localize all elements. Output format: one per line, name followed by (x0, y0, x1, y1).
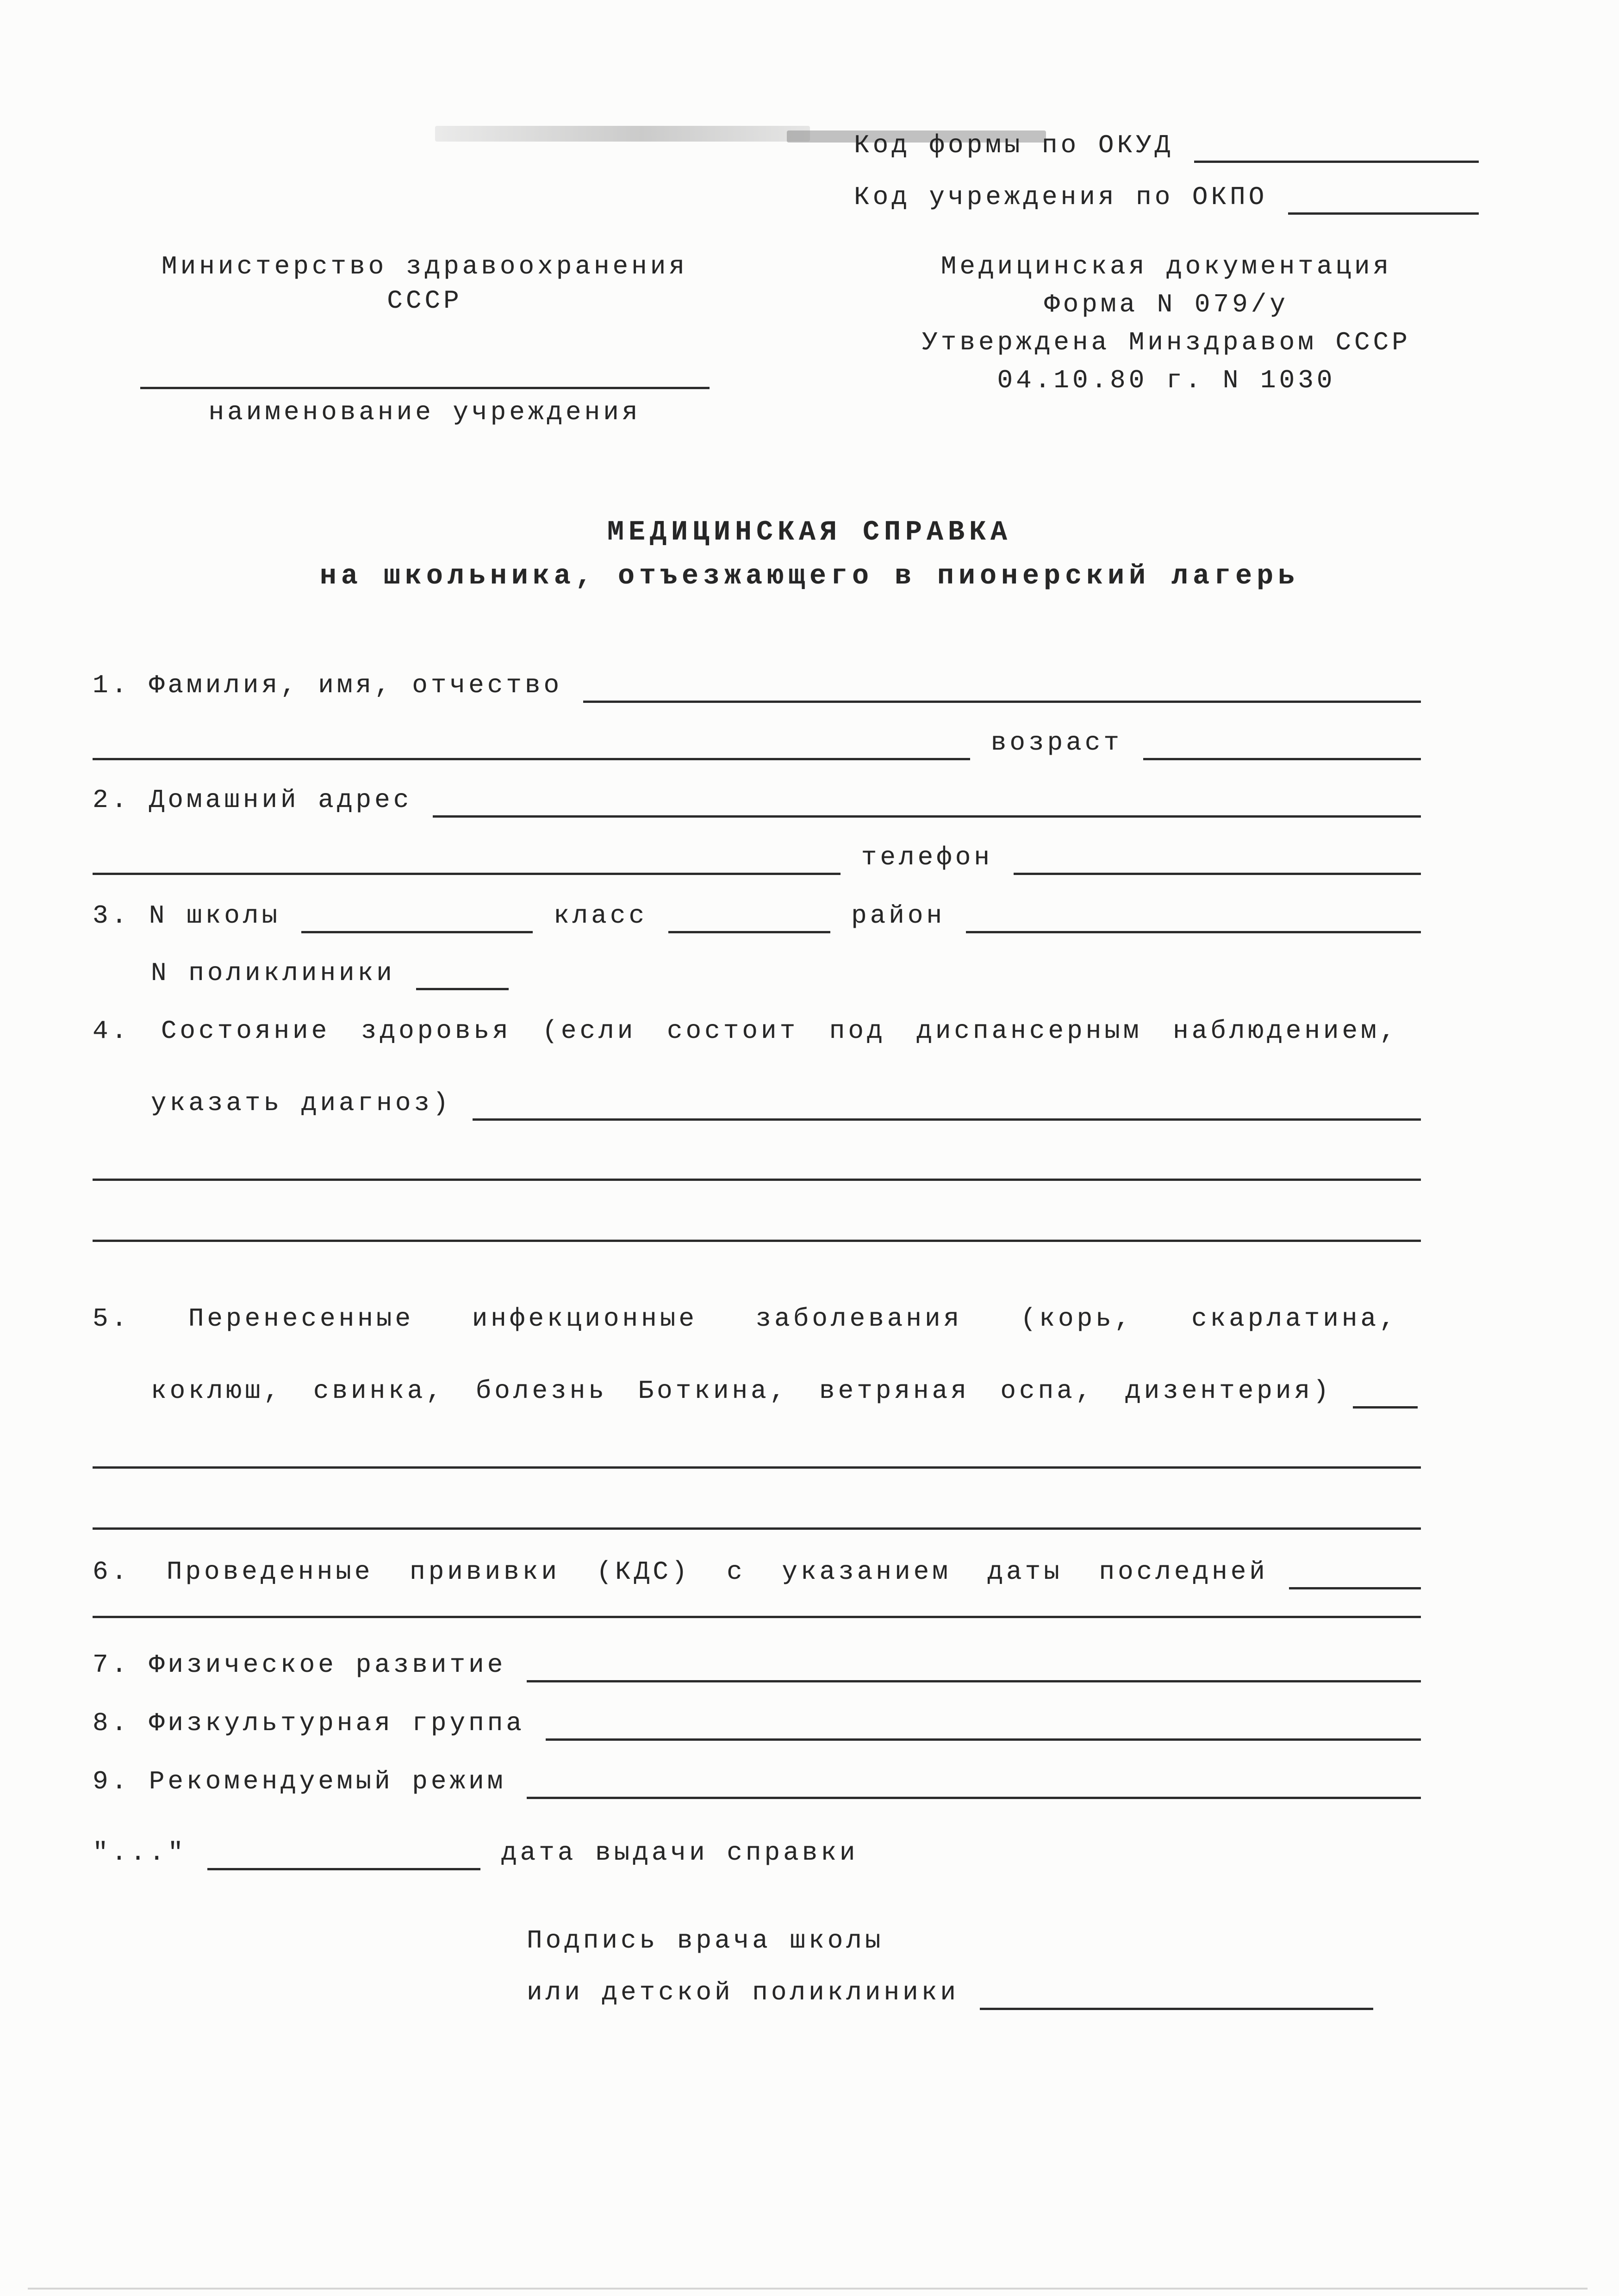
okpo-label: Код учреждения по ОКПО (854, 182, 1268, 212)
ministry-block (109, 250, 741, 430)
infections-blank-line (1353, 1401, 1418, 1409)
form-title-line2: на школьника, отъезжающего в пионерский лагерь (319, 561, 1300, 593)
issue-date-row (93, 1836, 1421, 1870)
school-blank-line (301, 925, 533, 933)
physical-label: 7. Физическое развитие (93, 1650, 506, 1680)
doc-info-line3: Утверждена Минздравом СССР (922, 327, 1411, 357)
infections-row-1 (93, 1302, 1421, 1336)
address-label: 2. Домашний адрес (93, 785, 412, 815)
doc-info-line1: Медицинская документация (940, 252, 1392, 281)
infections-extra-blank-row-1 (93, 1463, 1421, 1469)
pe-group-row (93, 1706, 1421, 1741)
clinic-row (93, 956, 1421, 991)
health-extra-blank-row-2 (93, 1236, 1421, 1242)
signature-row (527, 1976, 1452, 2010)
regimen-label: 9. Рекомендуемый режим (93, 1766, 506, 1796)
name-continued-age-row (93, 726, 1421, 760)
form-title (0, 515, 1619, 595)
infections-label-line2: коклюш, свинка, болезнь Боткина, ветряная оспа, дизентерия) (151, 1376, 1332, 1406)
health-row-2 (93, 1086, 1421, 1121)
ministry-line1: Министерство здравоохранения (162, 252, 688, 281)
form-title-line1: МЕДИЦИНСКАЯ СПРАВКА (607, 517, 1012, 548)
issue-date-blank-line (207, 1862, 480, 1870)
scan-edge-line (28, 2288, 1588, 2290)
health-blank-line (473, 1113, 1421, 1121)
ministry-line2: СССР (387, 285, 462, 316)
class-blank-line (668, 925, 830, 933)
blank-line (93, 1522, 1421, 1530)
regimen-blank-line (527, 1791, 1421, 1799)
doc-info-block (854, 250, 1479, 398)
okpo-blank-line (1288, 207, 1479, 215)
age-blank-line (1143, 752, 1421, 760)
blank-line (93, 1461, 1421, 1469)
district-label: район (851, 900, 946, 931)
doc-info-line2: Форма N 079/у (1044, 289, 1289, 319)
signature-blank-line (980, 2002, 1373, 2010)
day-quote: "..." (93, 1838, 187, 1868)
scan-artifact (435, 126, 810, 142)
infections-row-2 (93, 1374, 1421, 1409)
vaccinations-row (93, 1555, 1421, 1589)
phone-label: телефон (861, 842, 993, 872)
signature-label-line1: Подпись врача школы (527, 1926, 884, 1955)
regimen-row (93, 1765, 1421, 1799)
pe-group-blank-line (546, 1733, 1421, 1741)
health-extra-blank-row-1 (93, 1175, 1421, 1181)
school-row (93, 899, 1421, 933)
health-row-1 (93, 1014, 1421, 1049)
okpo-row (854, 180, 1479, 215)
name-blank-line (583, 695, 1421, 703)
vaccinations-blank-line (1289, 1582, 1421, 1589)
physical-blank-line (527, 1675, 1421, 1682)
pe-group-label: 8. Физкультурная группа (93, 1708, 525, 1738)
name-label: 1. Фамилия, имя, отчество (93, 670, 563, 700)
vaccinations-label: 6. Проведенные прививки (КДС) с указанием даты последней (93, 1557, 1268, 1587)
health-label-line2: указать диагноз) (151, 1088, 452, 1118)
institution-name-blank-line (140, 387, 710, 389)
address-row (93, 783, 1421, 818)
clinic-label: N поликлиники (151, 958, 395, 988)
okud-row (854, 129, 1479, 163)
vaccinations-extra-blank-row (93, 1613, 1421, 1618)
signature-label-line2: или детской поликлиники (527, 1977, 959, 2007)
blank-line (93, 1610, 1421, 1618)
address-continued-phone-row (93, 841, 1421, 875)
name-blank-line-2 (93, 752, 970, 760)
age-label: возраст (990, 727, 1122, 757)
form-codes-block (854, 129, 1479, 215)
infections-label-line1: 5. Перенесенные инфекционные заболевания (корь, скарлатина, (93, 1304, 1398, 1334)
blank-line (93, 1173, 1421, 1181)
clinic-blank-line (416, 982, 509, 990)
address-blank-line-2 (93, 867, 841, 875)
name-row (93, 669, 1421, 703)
district-blank-line (966, 925, 1421, 933)
institution-name-caption: наименование учреждения (208, 397, 641, 427)
doc-info-line4: 04.10.80 г. N 1030 (997, 365, 1336, 395)
phone-blank-line (1014, 867, 1421, 875)
okud-blank-line (1194, 155, 1479, 163)
blank-line (93, 1234, 1421, 1242)
okud-label: Код формы по ОКУД (854, 130, 1174, 160)
issue-date-label: дата выдачи справки (501, 1838, 859, 1868)
class-label: класс (554, 900, 648, 931)
school-label: 3. N школы (93, 900, 281, 931)
address-blank-line (433, 810, 1421, 818)
physical-row (93, 1648, 1421, 1682)
infections-extra-blank-row-2 (93, 1524, 1421, 1530)
signature-block (527, 1924, 1452, 2010)
health-label-line1: 4. Состояние здоровья (если состоит под диспансерным наблюдением, (93, 1016, 1399, 1046)
form-fields (93, 669, 1421, 1799)
